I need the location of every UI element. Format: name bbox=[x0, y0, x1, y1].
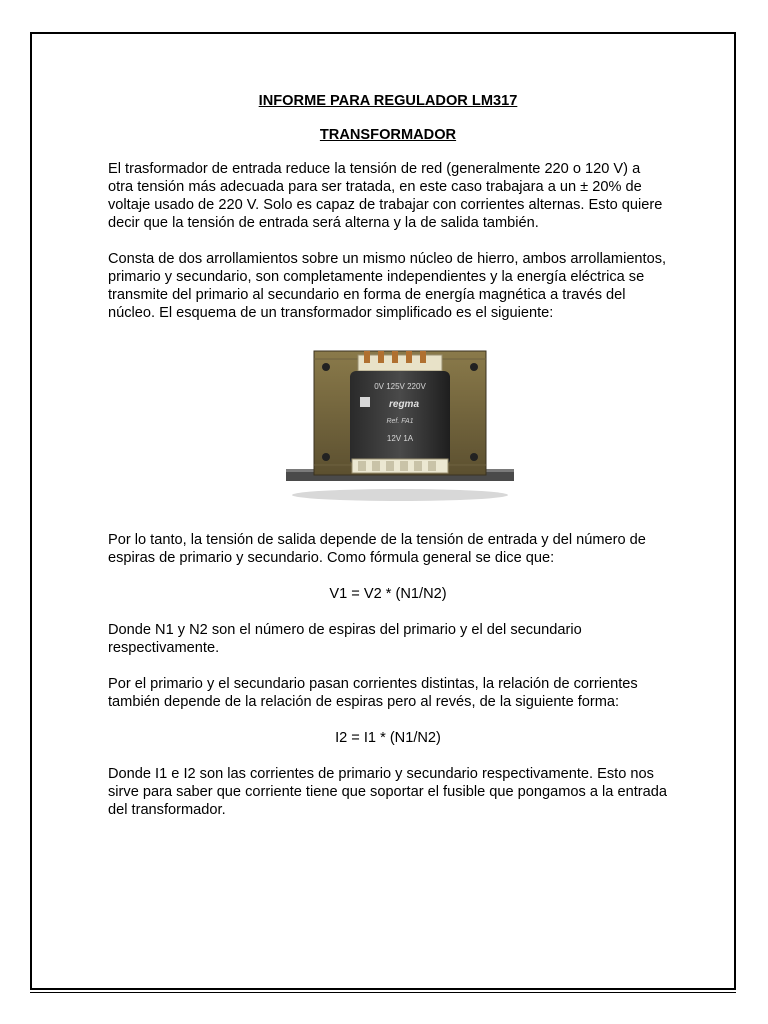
paragraph-6: Donde I1 e I2 son las corrientes de primario y secundario respectivamente. Esto nos sirve para saber que corriente tiene que soportar el fusible que pongamos a la entrada del transformador. bbox=[108, 766, 667, 818]
document-title: INFORME PARA REGULADOR LM317 bbox=[258, 93, 518, 109]
transformer-ref: Ref. FA1 bbox=[386, 418, 414, 425]
paragraph-1: El trasformador de entrada reduce la tensión de red (generalmente 220 o 120 V) a otra tensión más adecuada para ser tratada, en este caso trabajara a un ± 20% de voltaje usado de 220 V. Solo es capaz de trabajar con corrientes alternas. Esto quiere decir que la tensión de entrada será alterna y la de salida también. bbox=[108, 161, 663, 231]
formula-voltage: V1 = V2 * (N1/N2) bbox=[329, 586, 447, 602]
paragraph-4: Donde N1 y N2 son el número de espiras del primario y el del secundario respectivamente. bbox=[108, 622, 582, 656]
section-title: TRANSFORMADOR bbox=[319, 127, 457, 143]
transformer-image bbox=[108, 345, 668, 505]
paragraph-3: Por lo tanto, la tensión de salida depende de la tensión de entrada y del número de espiras de primario y secundario. Como fórmula general se dice que: bbox=[108, 532, 646, 566]
document-body bbox=[108, 92, 668, 819]
paragraph-5: Por el primario y el secundario pasan corrientes distintas, la relación de corrientes también depende de la relación de espiras pero al revés, de la siguiente forma: bbox=[108, 676, 638, 710]
document-page bbox=[30, 32, 736, 990]
transformer-photo bbox=[282, 345, 522, 505]
transformer-voltage-label: 0V 125V 220V bbox=[374, 382, 426, 391]
transformer-brand: regma bbox=[388, 399, 420, 410]
paragraph-2: Consta de dos arrollamientos sobre un mismo núcleo de hierro, ambos arrollamientos, primario y secundario, son completamente independientes y la energía eléctrica se transmite del primario al secundario en forma de energía magnética a través del núcleo. El esquema de un transformador simplificado es el siguiente: bbox=[108, 251, 667, 321]
formula-current: I2 = I1 * (N1/N2) bbox=[335, 730, 441, 746]
transformer-rating: 12V 1A bbox=[386, 434, 414, 443]
